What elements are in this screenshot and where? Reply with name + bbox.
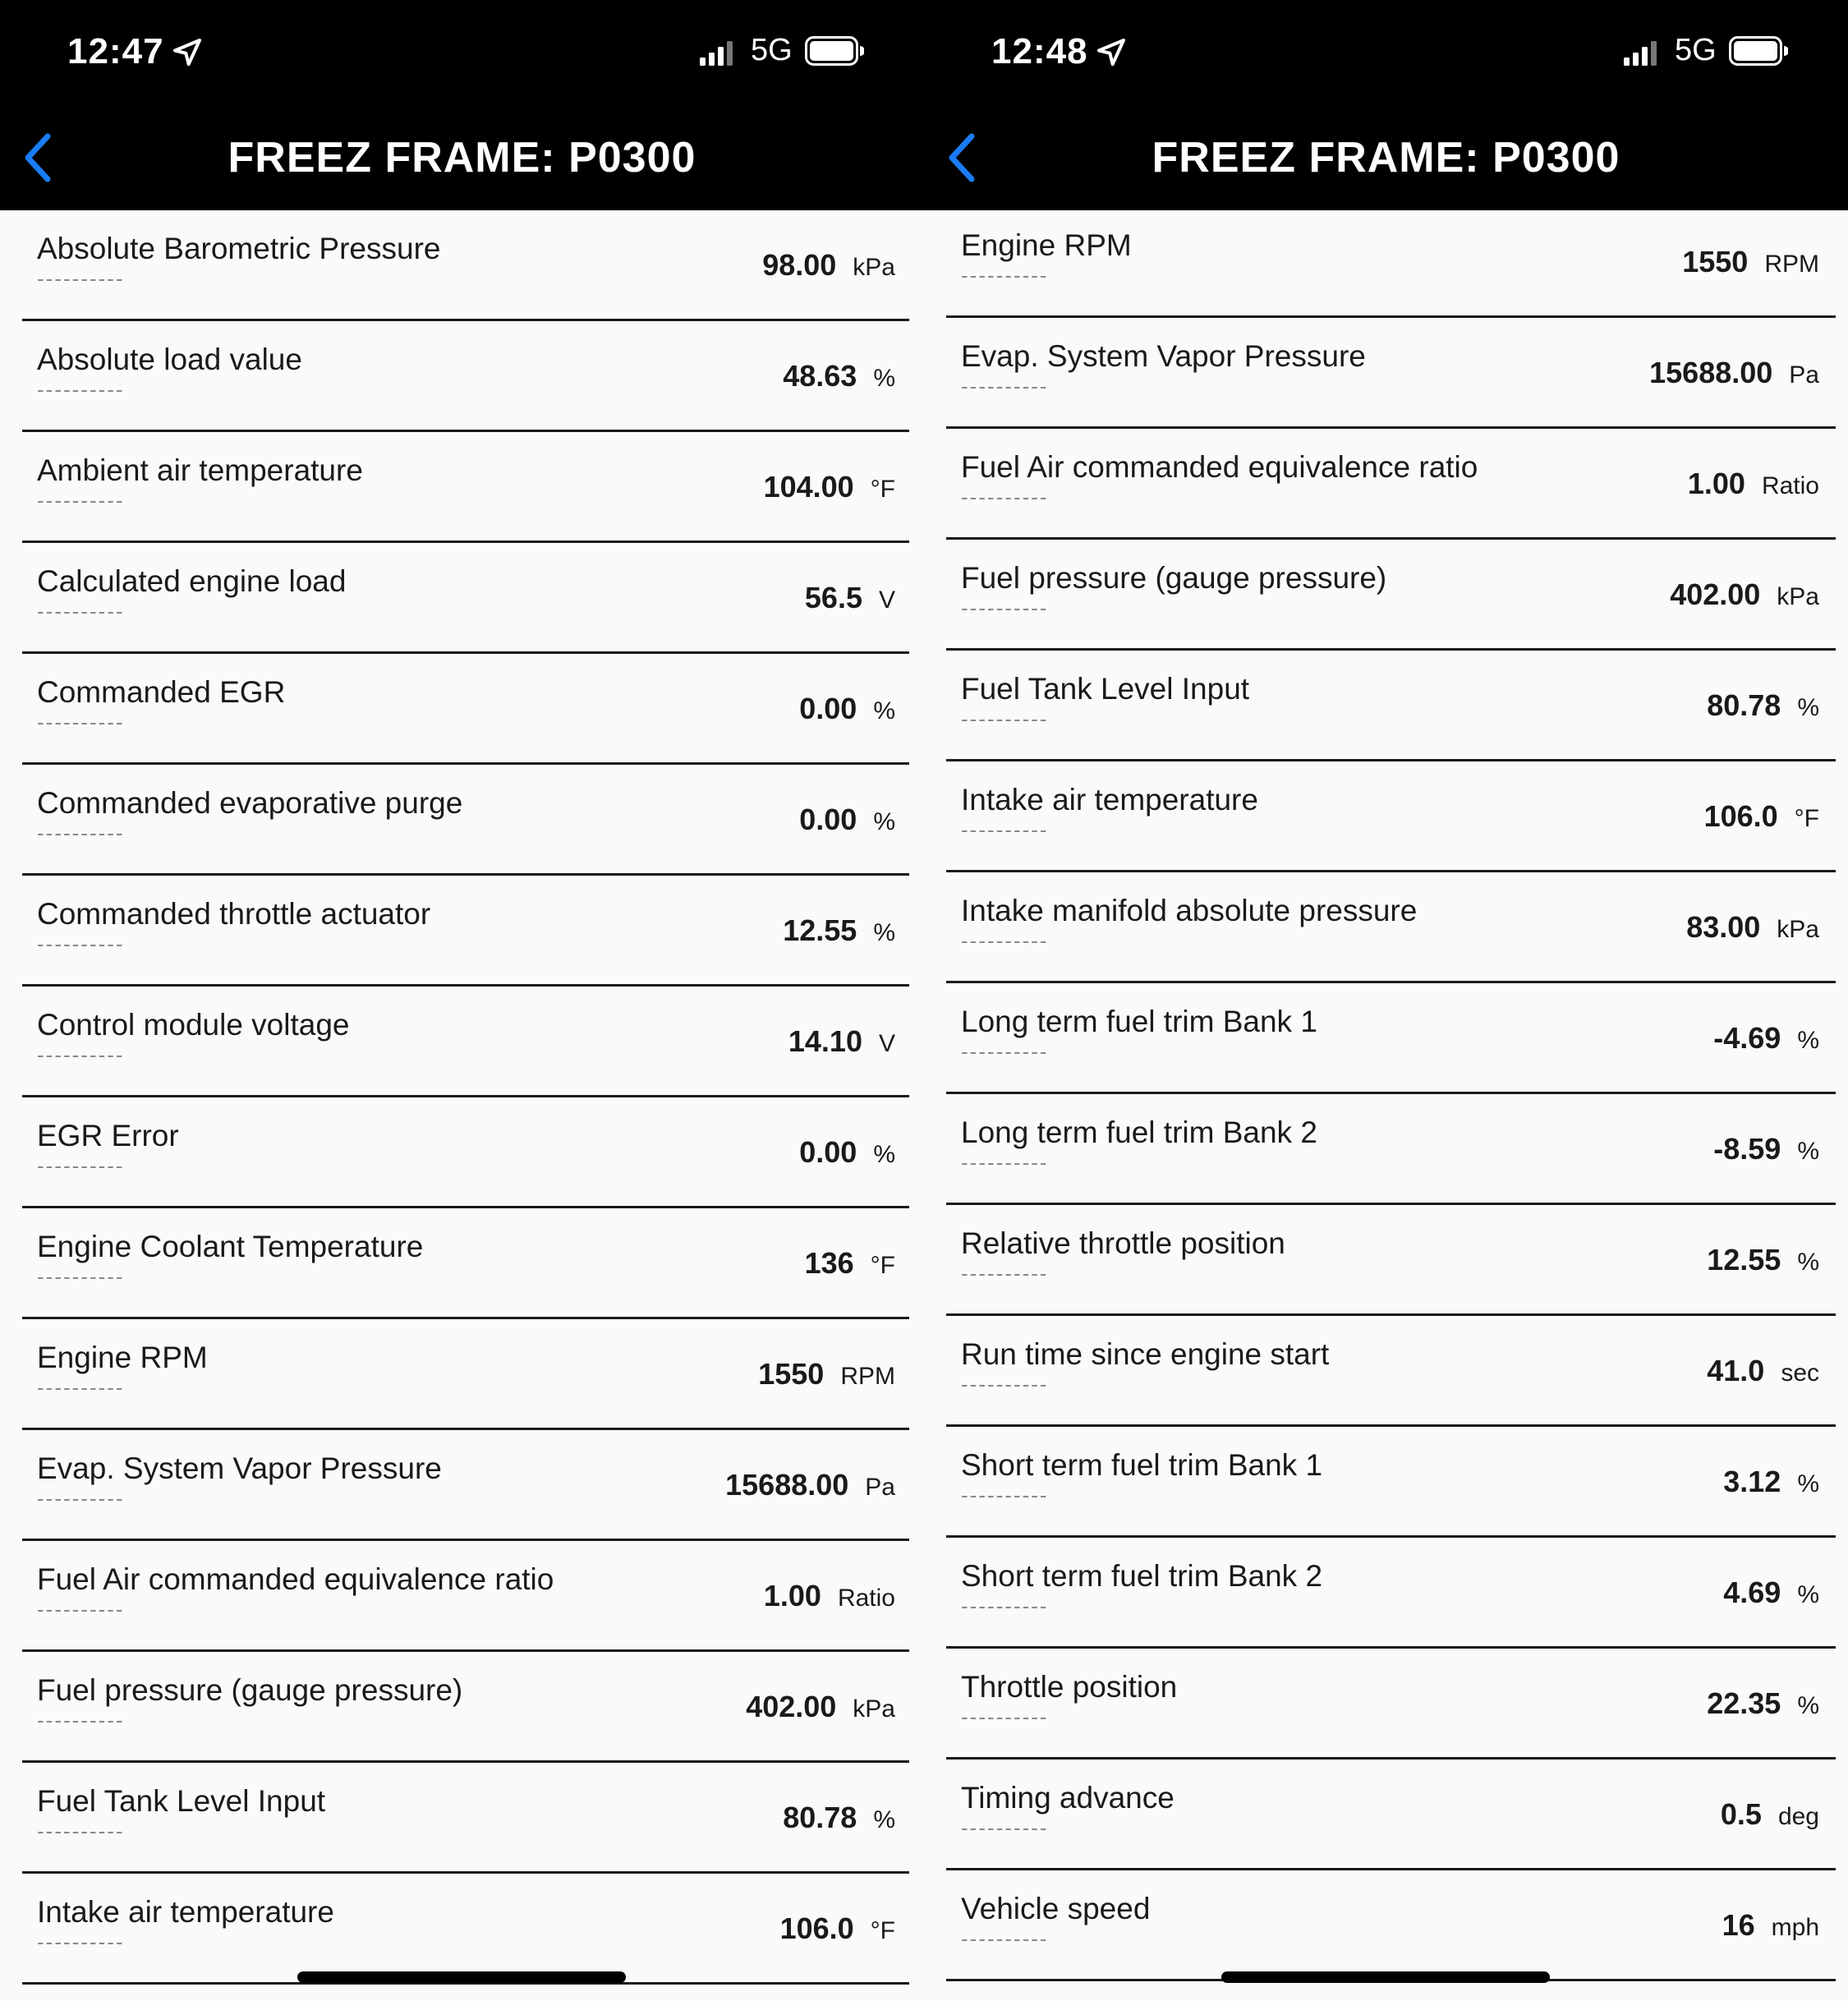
parameter-name: Commanded evaporative purge bbox=[37, 786, 463, 820]
status-bar bbox=[0, 0, 924, 105]
parameter-value: 402.00 bbox=[1670, 577, 1761, 611]
parameter-subtext: ---------- bbox=[37, 710, 125, 734]
list-item bbox=[0, 987, 924, 1097]
parameter-subtext: ---------- bbox=[37, 821, 125, 845]
list-item bbox=[924, 1760, 1848, 1870]
parameter-name: Intake manifold absolute pressure bbox=[961, 894, 1418, 927]
parameter-value: 4.69 bbox=[1723, 1576, 1781, 1609]
home-indicator[interactable] bbox=[297, 1971, 626, 1983]
parameter-name: Intake air temperature bbox=[37, 1895, 334, 1929]
parameter-value: 80.78 bbox=[783, 1801, 857, 1834]
list-item bbox=[924, 761, 1848, 872]
parameter-name: Fuel Tank Level Input bbox=[37, 1784, 326, 1818]
parameter-subtext: ---------- bbox=[961, 706, 1049, 731]
list-item bbox=[0, 210, 924, 321]
location-arrow-icon bbox=[171, 36, 204, 69]
parameter-subtext: ---------- bbox=[37, 1930, 125, 1954]
parameter-unit: kPa bbox=[1777, 583, 1819, 610]
list-item bbox=[0, 1319, 924, 1430]
parameter-value: 12.55 bbox=[783, 913, 857, 947]
parameter-value: 56.5 bbox=[804, 581, 862, 614]
parameter-unit: % bbox=[1797, 1138, 1819, 1165]
parameter-subtext: ---------- bbox=[961, 263, 1049, 288]
parameter-subtext: ---------- bbox=[37, 1708, 125, 1732]
list-item bbox=[924, 207, 1848, 318]
parameter-subtext: ---------- bbox=[961, 1483, 1049, 1507]
parameter-unit: deg bbox=[1777, 1803, 1819, 1830]
parameter-unit: % bbox=[1797, 1027, 1819, 1054]
parameter-name: Engine RPM bbox=[37, 1341, 208, 1374]
list-item bbox=[0, 654, 924, 765]
parameter-unit: V bbox=[878, 1030, 895, 1057]
list-item bbox=[924, 651, 1848, 761]
parameter-name: Long term fuel trim Bank 1 bbox=[961, 1005, 1317, 1038]
parameter-unit: RPM bbox=[840, 1363, 895, 1390]
parameter-value: 16 bbox=[1722, 1908, 1755, 1942]
parameter-name: Timing advance bbox=[961, 1781, 1175, 1815]
parameter-name: Run time since engine start bbox=[961, 1337, 1330, 1371]
parameter-name: Evap. System Vapor Pressure bbox=[961, 339, 1366, 373]
parameter-value: 106.0 bbox=[1703, 799, 1778, 833]
parameter-unit: % bbox=[1797, 1692, 1819, 1719]
list-item bbox=[0, 1874, 924, 1985]
parameter-value: 15688.00 bbox=[1649, 356, 1773, 389]
parameter-value: 41.0 bbox=[1707, 1354, 1765, 1387]
parameter-subtext: ---------- bbox=[37, 1264, 125, 1289]
parameter-subtext: ---------- bbox=[961, 1594, 1049, 1618]
parameter-name: Fuel Air commanded equivalence ratio bbox=[37, 1562, 554, 1596]
parameter-value: -8.59 bbox=[1713, 1132, 1781, 1166]
parameter-name: Short term fuel trim Bank 1 bbox=[961, 1448, 1323, 1482]
parameter-subtext: ---------- bbox=[961, 1150, 1049, 1175]
right-phone-screen bbox=[924, 0, 1848, 2001]
parameter-name: Calculated engine load bbox=[37, 564, 347, 598]
parameter-subtext: ---------- bbox=[961, 817, 1049, 842]
list-item bbox=[924, 1427, 1848, 1538]
parameter-value: 1.00 bbox=[1687, 467, 1745, 500]
list-item bbox=[0, 543, 924, 654]
parameter-value: 98.00 bbox=[762, 248, 837, 282]
parameter-unit: RPM bbox=[1764, 251, 1819, 278]
parameter-subtext: ---------- bbox=[961, 1815, 1049, 1840]
list-item bbox=[924, 1538, 1848, 1649]
parameter-value: 1550 bbox=[758, 1357, 825, 1391]
parameter-unit: °F bbox=[870, 1917, 895, 1944]
parameter-subtext: ---------- bbox=[37, 1486, 125, 1511]
parameter-name: Fuel Air commanded equivalence ratio bbox=[961, 450, 1478, 484]
list-item bbox=[0, 1541, 924, 1652]
parameter-subtext: ---------- bbox=[37, 599, 125, 623]
network-label: 5G bbox=[1675, 33, 1717, 67]
parameter-subtext: ---------- bbox=[37, 1597, 125, 1622]
list-item bbox=[0, 321, 924, 432]
status-time: 12:48 bbox=[991, 31, 1088, 71]
parameter-value: 83.00 bbox=[1686, 910, 1761, 944]
parameter-value: 14.10 bbox=[788, 1024, 862, 1058]
parameter-unit: % bbox=[873, 1806, 895, 1833]
list-item bbox=[0, 1208, 924, 1319]
list-item bbox=[0, 1763, 924, 1874]
parameter-unit: % bbox=[1797, 1249, 1819, 1276]
signal-icon bbox=[700, 41, 734, 66]
parameter-value: 0.00 bbox=[799, 1135, 857, 1169]
parameter-unit: kPa bbox=[1777, 916, 1819, 943]
parameter-unit: % bbox=[873, 919, 895, 946]
parameter-name: Absolute load value bbox=[37, 343, 302, 376]
parameter-value: 0.00 bbox=[799, 692, 857, 725]
parameter-value: 104.00 bbox=[763, 470, 854, 504]
parameter-unit: % bbox=[873, 808, 895, 835]
parameter-subtext: ---------- bbox=[961, 485, 1049, 509]
parameter-value: 22.35 bbox=[1707, 1686, 1781, 1720]
parameter-value: 80.78 bbox=[1707, 688, 1781, 722]
parameter-unit: sec bbox=[1781, 1359, 1819, 1387]
list-item bbox=[0, 432, 924, 543]
parameter-value: 1550 bbox=[1682, 245, 1749, 278]
parameter-name: Evap. System Vapor Pressure bbox=[37, 1451, 442, 1485]
parameter-unit: Ratio bbox=[837, 1585, 895, 1612]
list-item bbox=[924, 318, 1848, 429]
parameter-value: 3.12 bbox=[1723, 1465, 1781, 1498]
parameter-unit: % bbox=[873, 697, 895, 724]
parameter-value: 136 bbox=[804, 1246, 854, 1280]
list-item bbox=[924, 429, 1848, 540]
page-title: FREEZ FRAME: P0300 bbox=[1152, 134, 1620, 182]
parameter-unit: °F bbox=[1794, 805, 1819, 832]
status-bar bbox=[924, 0, 1848, 105]
parameter-value: -4.69 bbox=[1713, 1021, 1781, 1055]
parameter-subtext: ---------- bbox=[961, 374, 1049, 398]
parameter-subtext: ---------- bbox=[961, 1261, 1049, 1286]
battery-icon bbox=[805, 36, 864, 66]
list-item bbox=[0, 876, 924, 987]
parameter-unit: Pa bbox=[1789, 361, 1819, 389]
parameter-name: Engine Coolant Temperature bbox=[37, 1230, 424, 1263]
parameter-name: Control module voltage bbox=[37, 1008, 350, 1042]
parameter-subtext: ---------- bbox=[961, 1372, 1049, 1396]
parameter-unit: V bbox=[878, 586, 895, 614]
parameter-name: Vehicle speed bbox=[961, 1892, 1151, 1925]
list-item bbox=[0, 1430, 924, 1541]
parameter-name: Fuel Tank Level Input bbox=[961, 672, 1250, 706]
parameter-value: 15688.00 bbox=[725, 1468, 849, 1502]
parameter-unit: % bbox=[1797, 694, 1819, 721]
list-item bbox=[924, 983, 1848, 1094]
parameter-subtext: ---------- bbox=[37, 932, 125, 956]
page-title: FREEZ FRAME: P0300 bbox=[228, 134, 696, 182]
parameter-subtext: ---------- bbox=[961, 928, 1049, 953]
parameter-unit: % bbox=[1797, 1581, 1819, 1608]
parameter-unit: kPa bbox=[853, 254, 895, 281]
parameter-name: Fuel pressure (gauge pressure) bbox=[961, 561, 1387, 595]
parameter-subtext: ---------- bbox=[37, 377, 125, 402]
parameter-name: Commanded throttle actuator bbox=[37, 897, 431, 931]
parameter-name: Fuel pressure (gauge pressure) bbox=[37, 1673, 463, 1707]
parameter-unit: % bbox=[873, 1141, 895, 1168]
parameter-subtext: ---------- bbox=[37, 1042, 125, 1067]
list-item bbox=[924, 872, 1848, 983]
list-item bbox=[924, 1205, 1848, 1316]
parameter-unit: kPa bbox=[853, 1695, 895, 1723]
list-item bbox=[924, 1870, 1848, 1981]
parameter-subtext: ---------- bbox=[961, 1704, 1049, 1729]
parameter-subtext: ---------- bbox=[37, 1153, 125, 1178]
parameter-name: Engine RPM bbox=[961, 228, 1132, 262]
parameter-unit: mph bbox=[1771, 1914, 1819, 1941]
parameter-list bbox=[0, 210, 924, 1985]
parameter-value: 1.00 bbox=[763, 1579, 821, 1612]
location-arrow-icon bbox=[1095, 36, 1128, 69]
parameter-unit: Ratio bbox=[1761, 472, 1819, 499]
parameter-value: 0.5 bbox=[1720, 1797, 1762, 1831]
parameter-subtext: ---------- bbox=[961, 596, 1049, 620]
list-item bbox=[924, 1649, 1848, 1760]
parameter-name: Commanded EGR bbox=[37, 675, 286, 709]
nav-bar bbox=[0, 105, 924, 210]
parameter-name: Ambient air temperature bbox=[37, 453, 363, 487]
status-time: 12:47 bbox=[67, 31, 164, 71]
parameter-name: Intake air temperature bbox=[961, 783, 1258, 816]
parameter-unit: °F bbox=[870, 476, 895, 503]
parameter-value: 48.63 bbox=[783, 359, 857, 393]
parameter-name: Throttle position bbox=[961, 1670, 1178, 1704]
list-item bbox=[0, 1097, 924, 1208]
nav-bar bbox=[924, 105, 1848, 210]
list-item bbox=[0, 765, 924, 876]
parameter-name: EGR Error bbox=[37, 1119, 179, 1152]
list-item bbox=[0, 1652, 924, 1763]
parameter-unit: % bbox=[1797, 1470, 1819, 1497]
parameter-unit: °F bbox=[870, 1252, 895, 1279]
home-indicator[interactable] bbox=[1221, 1971, 1550, 1983]
signal-icon bbox=[1624, 41, 1658, 66]
parameter-subtext: ---------- bbox=[961, 1926, 1049, 1951]
parameter-list bbox=[924, 207, 1848, 1981]
parameter-name: Relative throttle position bbox=[961, 1226, 1285, 1260]
network-label: 5G bbox=[751, 33, 793, 67]
parameter-name: Absolute Barometric Pressure bbox=[37, 232, 441, 265]
parameter-unit: % bbox=[873, 365, 895, 392]
parameter-subtext: ---------- bbox=[37, 266, 125, 291]
parameter-subtext: ---------- bbox=[37, 1375, 125, 1400]
parameter-value: 12.55 bbox=[1707, 1243, 1781, 1276]
list-item bbox=[924, 1094, 1848, 1205]
battery-icon bbox=[1729, 36, 1788, 66]
parameter-value: 0.00 bbox=[799, 803, 857, 836]
parameter-name: Long term fuel trim Bank 2 bbox=[961, 1116, 1317, 1149]
parameter-value: 106.0 bbox=[779, 1911, 854, 1945]
parameter-subtext: ---------- bbox=[37, 1819, 125, 1843]
parameter-subtext: ---------- bbox=[37, 488, 125, 513]
parameter-subtext: ---------- bbox=[961, 1039, 1049, 1064]
list-item bbox=[924, 1316, 1848, 1427]
parameter-value: 402.00 bbox=[746, 1690, 837, 1723]
list-item bbox=[924, 540, 1848, 651]
parameter-name: Short term fuel trim Bank 2 bbox=[961, 1559, 1323, 1593]
parameter-unit: Pa bbox=[865, 1474, 895, 1501]
